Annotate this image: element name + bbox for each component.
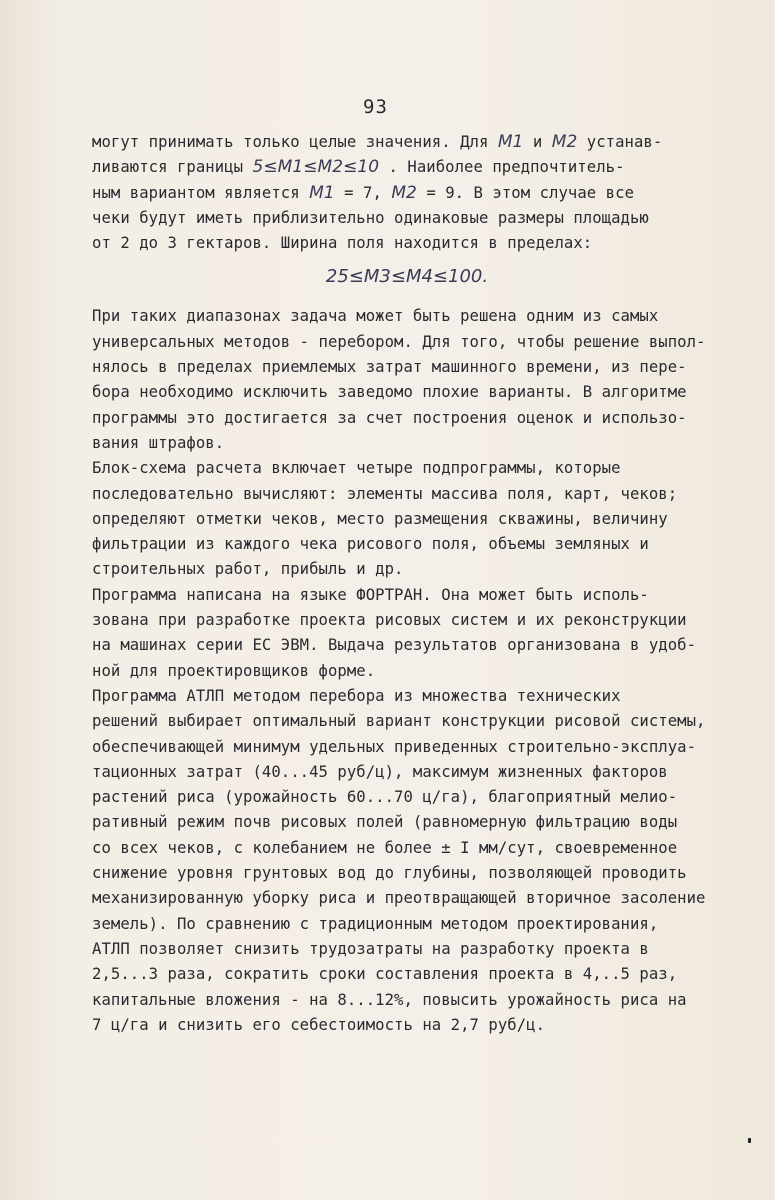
text-line: зована при разработке проекта рисовых систем и их реконструкции (92, 611, 687, 630)
handwritten-variable: M2 (391, 182, 417, 203)
ink-speck (748, 1138, 751, 1143)
text-line: строительных работ, прибыль и др. (92, 560, 404, 579)
text-line: тационных затрат (40...45 руб/ц), максимум жизненных факторов (92, 762, 668, 781)
text-line: механизированную уборку риса и преотвращающей вторичное засоление (92, 889, 706, 908)
text-line: растений риса (урожайность 60...70 ц/га), благоприятный мелио- (92, 788, 678, 807)
handwritten-variable: M2 (551, 132, 578, 152)
text-line: на машинах серии ЕС ЭВМ. Выдача результатов организована в удоб- (92, 636, 697, 655)
text-line: решений выбирает оптимальный вариант конструкции рисовой системы, (92, 712, 706, 731)
text-line: от 2 до 3 гектаров. Ширина поля находится в пределах: (92, 234, 593, 253)
text-line: фильтрации из каждого чека рисового поля, объемы земляных и (92, 535, 649, 554)
text-line: ной для проектировщиков форме. (92, 661, 376, 680)
page-number: 93 (363, 96, 388, 118)
text-line: ливаются границы 5≤M1≤M2≤10 . Наиболее предпочтитель- (92, 157, 625, 178)
paragraph-5 (92, 684, 722, 1038)
text-line: вания штрафов. (92, 433, 225, 452)
text-line: обеспечивающей минимум удельных приведенных строительно-эксплуа- (92, 737, 697, 756)
paragraph-3 (92, 456, 722, 582)
text-line: бора необходимо исключить заведомо плохие варианты. В алгоритме (92, 383, 687, 402)
text-line: капитальные вложения - на 8...12%, повысить урожайность риса на (92, 990, 687, 1009)
text-line: Блок-схема расчета включает четыре подпрограммы, которые (92, 459, 621, 478)
text-line: программы это достигается за счет построения оценок и использо- (92, 408, 687, 427)
handwritten-formula: 25≤M3≤M4≤100. (325, 266, 489, 288)
text-line: Программа АТЛП методом перебора из множества технических (92, 686, 621, 705)
text-line: последовательно вычисляют: элементы массива поля, карт, чеков; (92, 484, 678, 503)
handwritten-variable: M1 (309, 182, 335, 203)
paragraph-2 (92, 304, 722, 456)
text-line: земель). По сравнению с традиционным методом проектирования, (92, 914, 659, 933)
text-line: снижение уровня грунтовых вод до глубины, позволяющей проводить (92, 864, 687, 883)
text-line: универсальных методов - перебором. Для того, чтобы решение выпол- (92, 332, 706, 351)
text-line: Программа написана на языке ФОРТРАН. Она может быть исполь- (92, 585, 649, 604)
text-line: 2,5...3 раза, сократить сроки составления проекта в 4,..5 раз, (92, 965, 678, 984)
text-line: При таких диапазонах задача может быть решена одним из самых (92, 307, 659, 326)
body-text (92, 130, 722, 1038)
text-line: чеки будут иметь приблизительно одинаковые размеры площадью (92, 208, 649, 227)
text-line: определяют отметки чеков, место размещения скважины, величину (92, 509, 668, 528)
text-line: АТЛП позволяет снизить трудозатраты на разработку проекта в (92, 939, 649, 958)
paragraph-4 (92, 583, 722, 684)
text-line: нялось в пределах приемлемых затрат машинного времени, из пере- (92, 358, 687, 377)
text-line: со всех чеков, с колебанием не более ± I мм/сут, своевременное (92, 838, 678, 857)
handwritten-variable: M1 (497, 132, 524, 152)
text-line: 7 ц/га и снизить его себестоимость на 2,7 руб/ц. (92, 1015, 546, 1034)
handwritten-inequality: 5≤M1≤M2≤10 (252, 157, 380, 178)
text-line: ративный режим почв рисовых полей (равномерную фильтрацию воды (92, 813, 678, 832)
text-line: могут принимать только целые значения. Для M1 и M2 устанав- (92, 132, 663, 152)
text-line: ным вариантом является M1 = 7, M2 = 9. В этом случае все (92, 182, 635, 203)
paragraph-1 (92, 130, 722, 256)
